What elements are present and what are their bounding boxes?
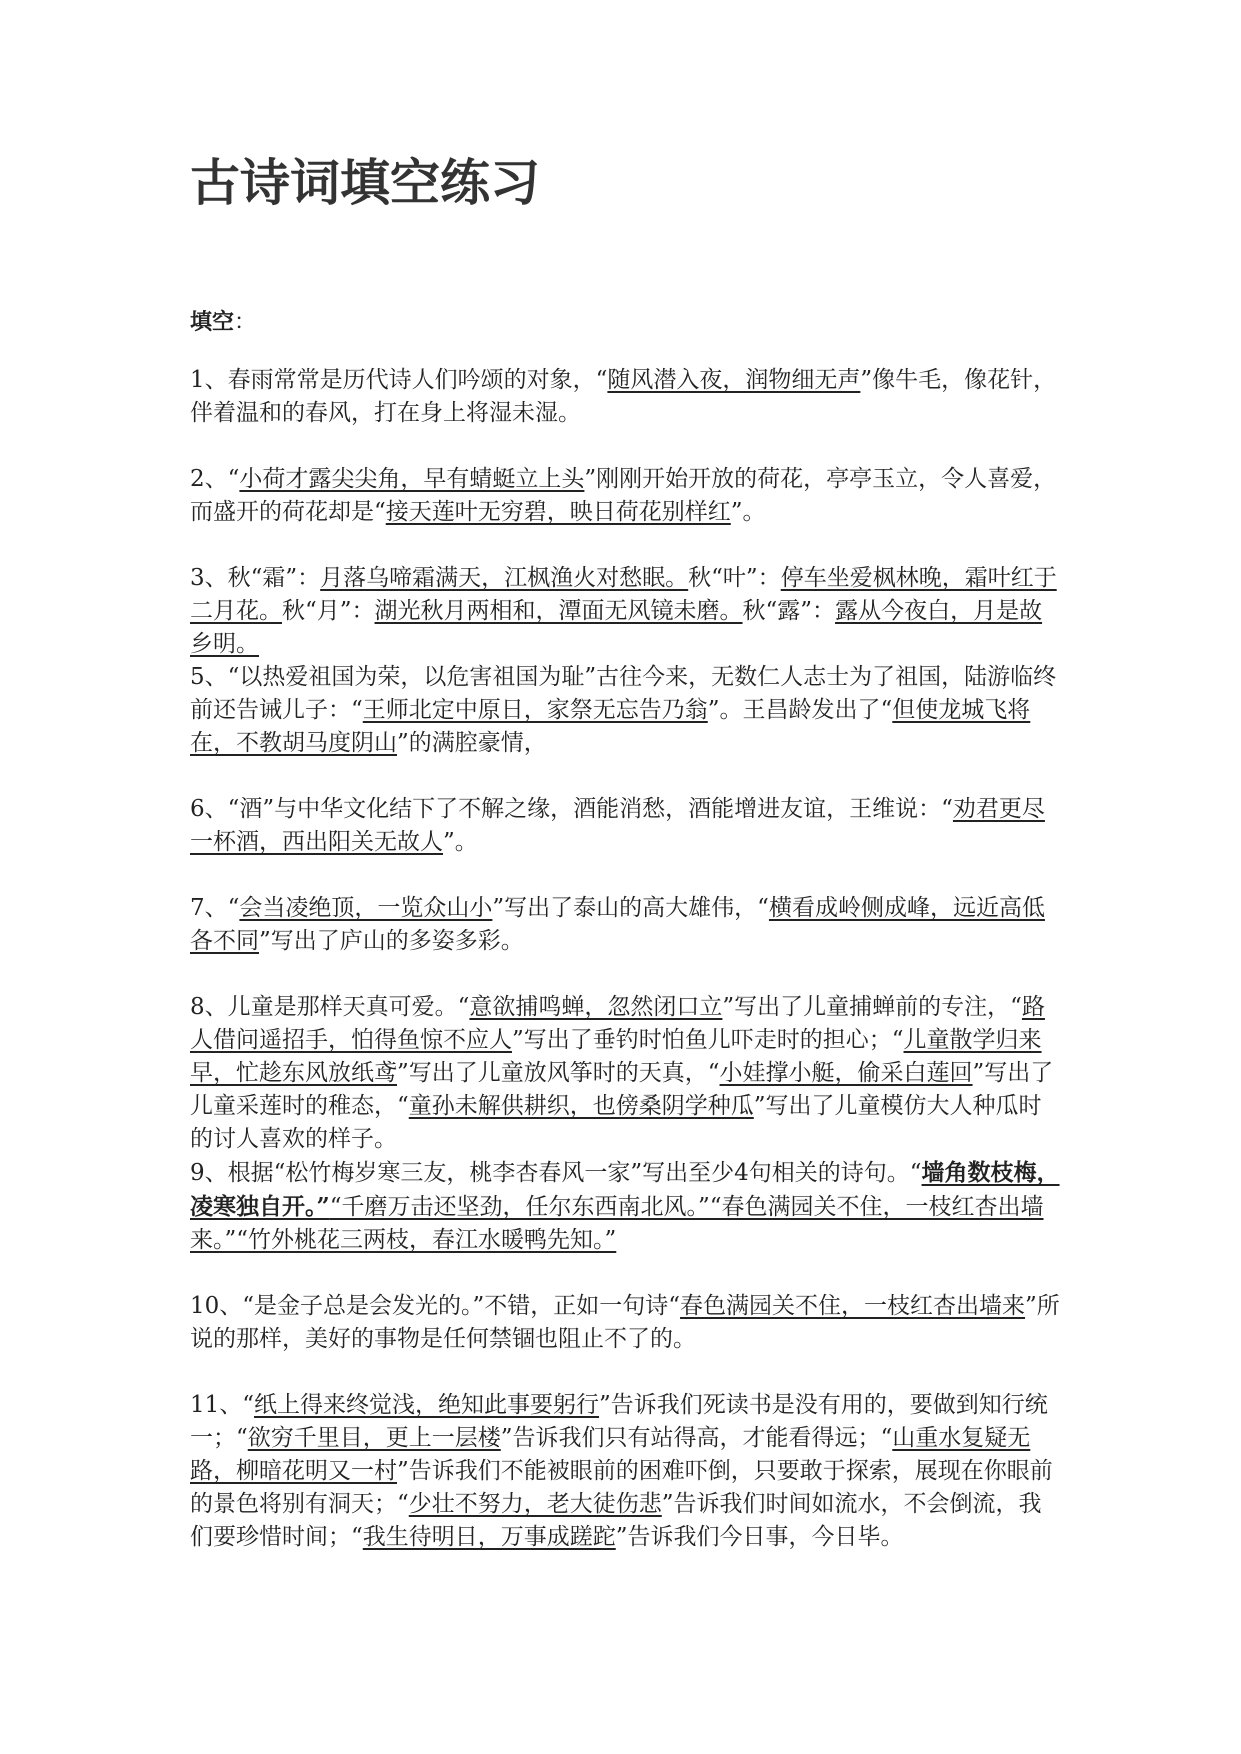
question-text: ”像牛毛，像花针，伴着温和的春风，打在身上将湿未湿。: [190, 367, 1057, 426]
question-3: [190, 562, 1060, 661]
answer-blank: 儿童散学归来早，忙趁东风放纸鸢: [190, 1027, 1042, 1086]
answer-blank: 停车坐爱枫林晚，霜叶红于二月花。: [190, 565, 1057, 624]
answer-blank: 路人借问遥招手，怕得鱼惊不应人: [190, 994, 1045, 1053]
answer-blank: 小娃撑小艇，偷采白莲回: [719, 1060, 973, 1086]
question-text: ”写出了儿童模仿大人种瓜时的讨人喜欢的样子。: [190, 1093, 1042, 1152]
question-5: [190, 661, 1060, 760]
answer-blank: 露从今夜白，月是故乡明。: [190, 598, 1043, 657]
question-text: ”所说的那样，美好的事物是任何禁锢也阻止不了的。: [190, 1293, 1060, 1352]
question-text: 9、根据“松竹梅岁寒三友，桃李杏春风一家”写出至少4句相关的诗句。“: [190, 1160, 922, 1186]
question-text: 秋“叶”：: [688, 565, 781, 591]
question-text: ”告诉我们时间如流水，不会倒流，我们要珍惜时间；“: [190, 1491, 1042, 1550]
answer-blank: 少壮不努力，老大徒伤悲: [408, 1491, 662, 1517]
question-text: 秋“露”：: [742, 598, 836, 624]
answer-blank: 小荷才露尖尖角，早有蜻蜓立上头: [239, 466, 585, 492]
question-2: [190, 463, 1060, 529]
question-text: 6、“酒”与中华文化结下了不解之缘，酒能消愁，酒能增进友谊，王维说：“: [190, 796, 953, 822]
question-text: 2、“: [190, 466, 240, 492]
answer-blank: 山重水复疑无路，柳暗花明又一村: [190, 1425, 1031, 1484]
answer-blank: 我生待明日，万事成蹉跎: [362, 1524, 616, 1550]
answer-blank: 随风潜入夜，润物细无声: [607, 367, 861, 393]
question-7: [190, 892, 1060, 958]
question-text: 3、秋“霜”：: [190, 565, 321, 591]
question-text: ”写出了垂钓时怕鱼儿吓走时的担心；“: [512, 1027, 904, 1053]
question-text: ”告诉我们今日事，今日毕。: [615, 1524, 904, 1550]
answer-blank: 会当凌绝顶，一览众山小: [239, 895, 493, 921]
question-text: 10、“是金子总是会发光的。”不错，正如一句诗“: [190, 1293, 681, 1319]
question-text: ”的满腔豪情，: [397, 730, 547, 756]
question-9: [190, 1156, 1060, 1257]
question-10: [190, 1290, 1060, 1356]
answer-blank: 童孙未解供耕织，也傍桑阴学种瓜: [408, 1093, 754, 1119]
answer-blank: 横看成岭侧成峰，远近高低各不同: [190, 895, 1045, 954]
question-text: 秋“月”：: [282, 598, 375, 624]
question-text: ”写出了庐山的多姿多彩。: [259, 928, 524, 954]
question-text: 5、“以热爱祖国为荣，以危害祖国为耻”古往今来，无数仁人志士为了祖国，陆游临终前还告诫儿子：“: [190, 664, 1057, 723]
answer-blank: 王师北定中原日，家祭无忘告乃翁: [362, 697, 708, 723]
question-text: 11、“: [190, 1392, 255, 1418]
question-text: ”。王昌龄发出了“: [707, 697, 893, 723]
answer-blank: 劝君更尽一杯酒，西出阳关无故人: [190, 796, 1045, 855]
question-11: [190, 1389, 1060, 1554]
question-6: [190, 793, 1060, 859]
answer-blank: 湖光秋月两相和，潭面无风镜未磨。: [374, 598, 743, 624]
section-heading-colon: ：: [234, 310, 257, 335]
question-text: 7、“: [190, 895, 240, 921]
answer-blank: 墙角数枝梅，凌寒独自开。”: [190, 1159, 1060, 1220]
answer-blank: 月落乌啼霜满天，江枫渔火对愁眠。: [320, 565, 689, 591]
question-8: [190, 991, 1060, 1156]
question-text: ”写出了儿童采莲时的稚态，“: [190, 1060, 1054, 1119]
question-text: 1、春雨常常是历代诗人们吟颂的对象，“: [190, 367, 608, 393]
page-title: 古诗词填空练习: [190, 153, 540, 212]
section-heading: [190, 306, 256, 339]
question-text: ”。: [730, 499, 766, 525]
answer-blank: 意欲捕鸣蝉，忽然闭口立: [469, 994, 723, 1020]
question-text: ”写出了泰山的高大雄伟，“: [492, 895, 769, 921]
answer-blank: 欲穷千里目，更上一层楼: [247, 1425, 501, 1451]
question-text: 8、儿童是那样天真可爱。“: [190, 994, 470, 1020]
answer-blank: 纸上得来终觉浅，绝知此事要躬行: [254, 1392, 600, 1418]
question-text: ”写出了儿童捕蝉前的专注，“: [722, 994, 1022, 1020]
question-text: ”告诉我们不能被眼前的困难吓倒，只要敢于探索，展现在你眼前的景色将别有洞天；“: [190, 1458, 1053, 1517]
answer-blank: “千磨万击还坚劲，任尔东西南北风。”“春色满园关不住，一枝红杏出墙来。”“竹外桃花三两枝，春江水暖鸭先知。”: [190, 1194, 1044, 1253]
section-heading-text: 填空: [190, 309, 235, 335]
answer-blank: 春色满园关不住，一枝红杏出墙来: [680, 1293, 1026, 1319]
answer-blank: 接天莲叶无穷碧，映日荷花别样红: [385, 499, 731, 525]
answer-blank: 但使龙城飞将在，不教胡马度阴山: [190, 697, 1031, 756]
questions: [190, 364, 1060, 1554]
question-1: [190, 364, 1060, 430]
question-text: ”告诉我们只有站得高，才能看得远；“: [500, 1425, 893, 1451]
question-text: ”刚刚开始开放的荷花，亭亭玉立，令人喜爱，而盛开的荷花却是“: [190, 466, 1057, 525]
question-text: ”告诉我们死读书是没有用的，要做到知行统一；“: [190, 1392, 1048, 1451]
question-text: ”。: [443, 829, 478, 855]
question-text: ”写出了儿童放风筝时的天真，“: [397, 1060, 720, 1086]
